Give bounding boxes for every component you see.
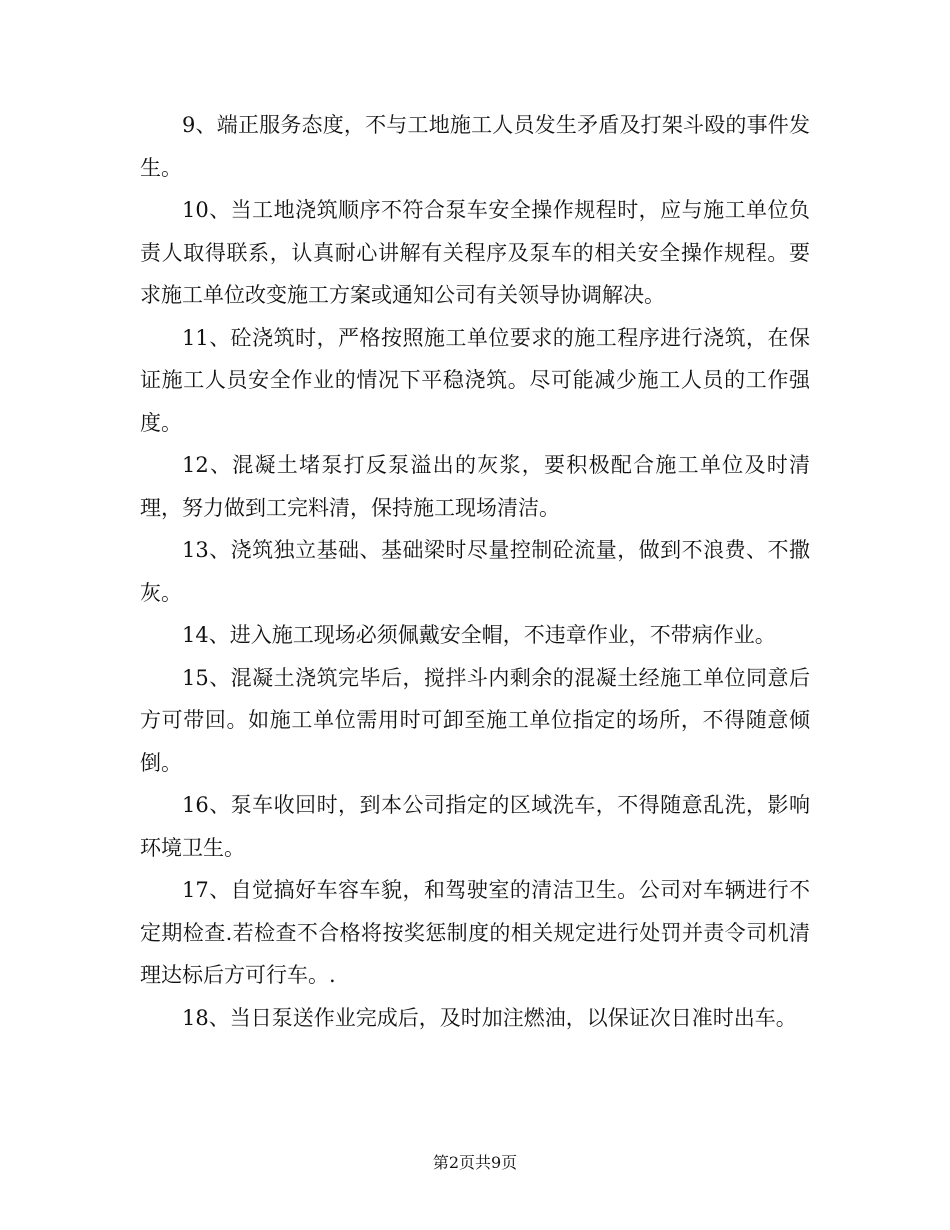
paragraph-14: 14、进入施工现场必须佩戴安全帽，不违章作业，不带病作业。	[182, 623, 776, 647]
paragraph-15: 15、混凝土浇筑完毕后，搅拌斗内剩余的混凝土经施工单位同意后方可带回。如施工单位需用时可卸至施工单位指定的场所，不得随意倾倒。	[140, 665, 810, 775]
paragraph-9: 9、端正服务态度，不与工地施工人员发生矛盾及打架斗殴的事件发生。	[140, 113, 810, 180]
paragraph-11: 11、砼浇筑时，严格按照施工单位要求的施工程序进行浇筑，在保证施工人员安全作业的情况下平稳浇筑。尽可能减少施工人员的工作强度。	[140, 325, 810, 435]
document-body	[140, 104, 810, 1039]
paragraph-10: 10、当工地浇筑顺序不符合泵车安全操作规程时，应与施工单位负责人取得联系，认真耐心讲解有关程序及泵车的相关安全操作规程。要求施工单位改变施工方案或通知公司有关领导协调解决。	[140, 198, 810, 307]
paragraph-13: 13、浇筑独立基础、基础梁时尽量控制砼流量，做到不浪费、不撒灰。	[140, 538, 810, 605]
paragraph-18: 18、当日泵送作业完成后，及时加注燃油，以保证次日准时出车。	[182, 1005, 797, 1030]
paragraph-17: 17、自觉搞好车容车貌，和驾驶室的清洁卫生。公司对车辆进行不定期检查.若检查不合格将按奖惩制度的相关规定进行处罚并责令司机清理达标后方可行车。.	[140, 878, 810, 987]
page-number-footer: 第2页共9页	[432, 1153, 518, 1172]
paragraph-12: 12、混凝土堵泵打反泵溢出的灰浆，要积极配合施工单位及时清理，努力做到工完料清，保持施工现场清洁。	[140, 453, 810, 520]
paragraph-16: 16、泵车收回时，到本公司指定的区域洗车，不得随意乱洗，影响环境卫生。	[140, 793, 810, 860]
